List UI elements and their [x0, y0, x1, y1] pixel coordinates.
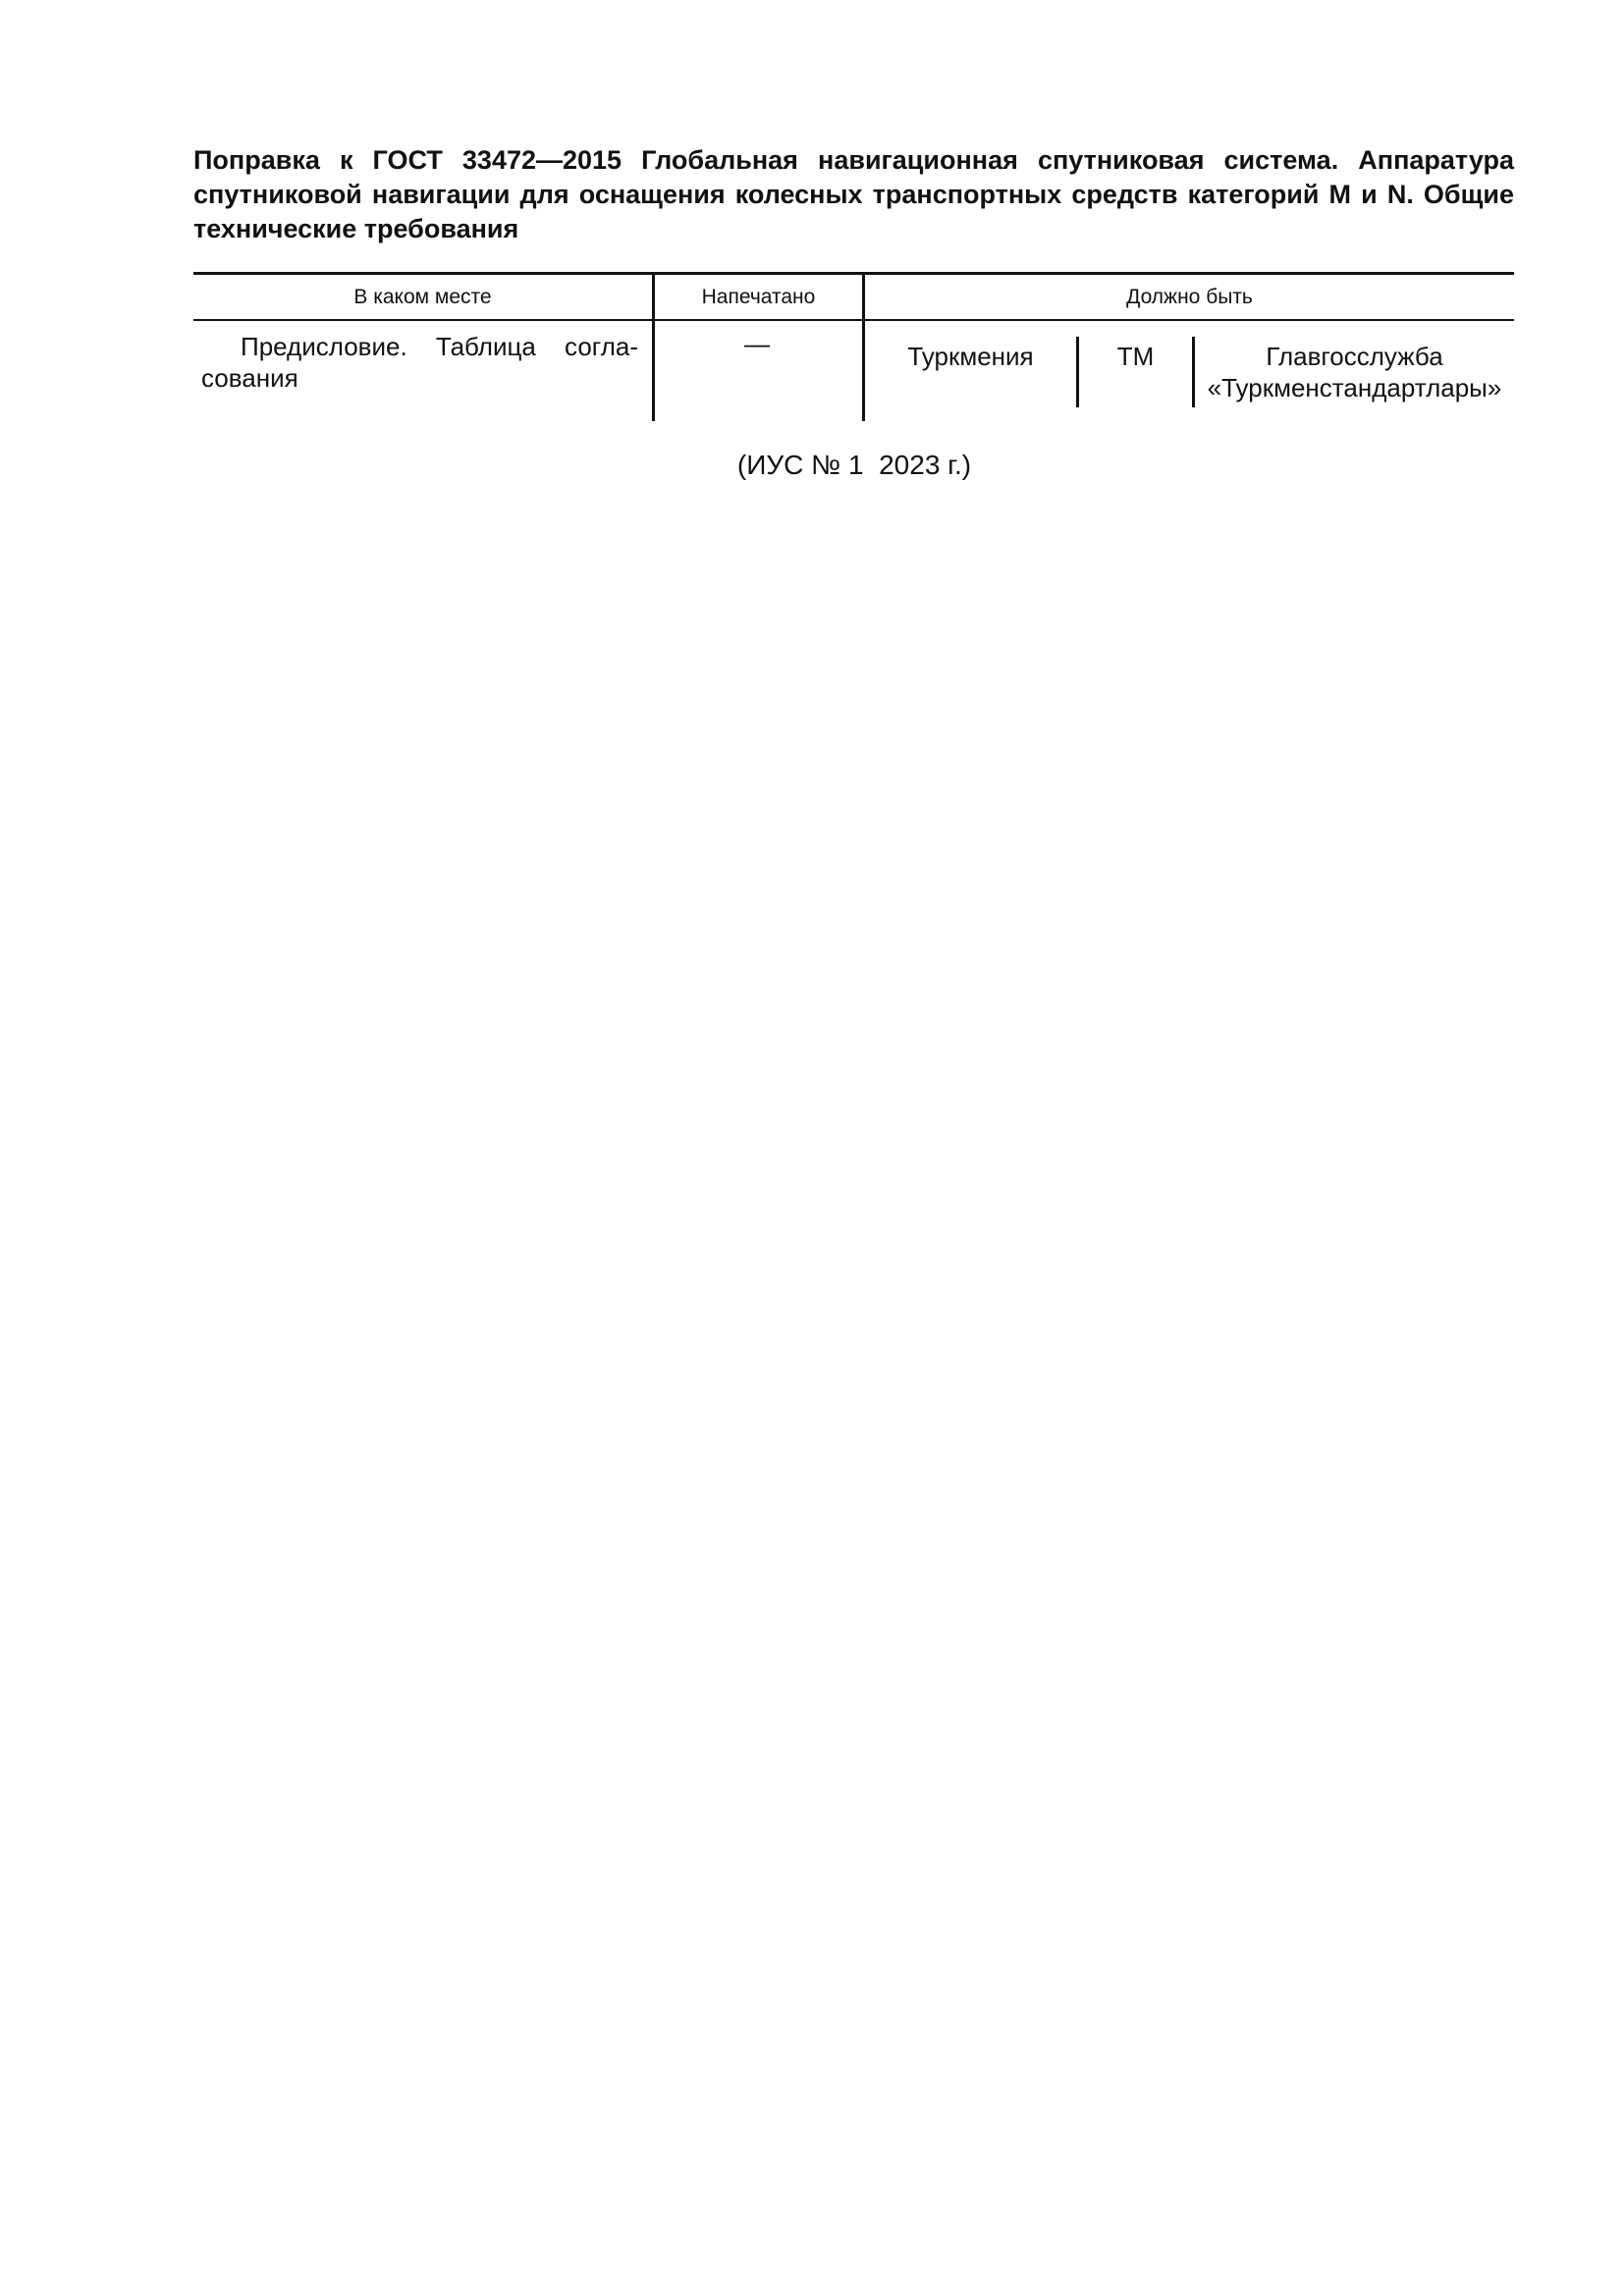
header-should-be: Должно быть — [1126, 285, 1253, 308]
header-printed: Напечатано — [701, 285, 816, 308]
row-code: ТМ — [1116, 342, 1155, 371]
row-organization — [1195, 341, 1514, 403]
row-country: Туркмения — [907, 342, 1034, 371]
amendment-table — [193, 272, 1514, 421]
organization-line-2: «Туркменстандартлары» — [1207, 373, 1502, 402]
header-place: В каком месте — [353, 285, 492, 308]
issue-reference: (ИУС № 1 2023 г.) — [736, 450, 972, 480]
row-printed: — — [744, 329, 770, 358]
table-header-rule — [193, 319, 1514, 321]
row-place: Предисловие. Таблица согла-сования — [201, 332, 638, 393]
organization-line-1: Главгосслужба — [1266, 342, 1443, 371]
document-title: Поправка к ГОСТ 33472—2015 Глобальная навигационная спутниковая система. Аппаратура спутниковой навигации для оснащения колесных транспортных средств категорий M и N. Общие технические требования — [193, 145, 1514, 243]
